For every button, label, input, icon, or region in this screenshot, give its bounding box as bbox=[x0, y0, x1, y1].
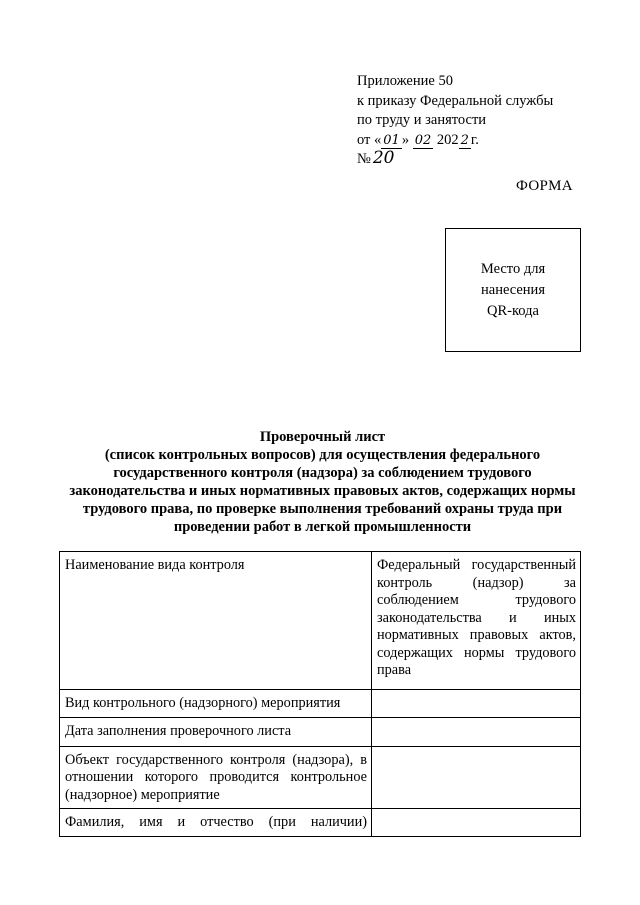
row-label: Дата заполнения проверочного листа bbox=[60, 717, 372, 746]
date-suffix: г. bbox=[470, 131, 479, 148]
forma-label: ФОРМА bbox=[516, 178, 573, 194]
row-label: Фамилия, имя и отчество (при наличии) bbox=[60, 809, 372, 837]
title-line: трудового права, по проверке выполнения требований охраны труда при bbox=[82, 501, 563, 517]
title-line: государственного контроля (надзора) за соблюдением трудового bbox=[113, 465, 532, 481]
row-label: Вид контрольного (надзорного) мероприятия bbox=[60, 690, 372, 718]
row-value bbox=[372, 717, 581, 746]
number-prefix: № bbox=[357, 151, 371, 167]
row-value bbox=[372, 690, 581, 718]
qr-code-placeholder bbox=[445, 228, 581, 352]
date-mid: » bbox=[401, 131, 413, 148]
row-label: Наименование вида контроля bbox=[60, 552, 372, 690]
document-title bbox=[50, 428, 595, 536]
appendix-number-line bbox=[357, 150, 553, 170]
date-prefix: от « bbox=[357, 131, 382, 148]
date-year-prefix: 202 bbox=[433, 131, 459, 148]
appendix-line: Приложение 50 bbox=[357, 73, 453, 89]
title-line: проведении работ в легкой промышленности bbox=[173, 519, 472, 535]
table-row bbox=[60, 552, 581, 690]
appendix-order-line: к приказу Федеральной службы bbox=[357, 92, 554, 109]
table-row bbox=[60, 690, 581, 718]
date-month: 02 bbox=[414, 132, 432, 148]
checklist-table bbox=[59, 551, 581, 837]
qr-box-line: Место для bbox=[480, 260, 546, 277]
title-line: законодательства и иных нормативных правовых актов, содержащих нормы bbox=[69, 483, 576, 499]
row-value bbox=[372, 809, 581, 837]
row-value: Федеральный государственный контроль (надзор) за соблюдением трудового законодательства и иных нормативных правовых актов, содержащих нормы трудового права bbox=[372, 552, 581, 690]
title-line: (список контрольных вопросов) для осуществления федерального bbox=[104, 447, 541, 463]
row-label: Объект государственного контроля (надзора), в отношении которого проводится контрольное (надзорное) мероприятие bbox=[60, 746, 372, 809]
qr-box-line: нанесения bbox=[481, 281, 545, 298]
qr-box-line: QR-кода bbox=[487, 302, 539, 319]
date-day: 01 bbox=[383, 132, 400, 148]
row-value bbox=[372, 746, 581, 809]
table-row bbox=[60, 746, 581, 809]
table-row bbox=[60, 717, 581, 746]
appendix-header bbox=[357, 72, 553, 170]
appendix-agency-line: по труду и занятости bbox=[357, 112, 487, 128]
date-year-digit: 2 bbox=[460, 132, 469, 148]
number-value: 20 bbox=[372, 148, 395, 168]
title-line: Проверочный лист bbox=[259, 429, 386, 445]
table-row bbox=[60, 809, 581, 837]
